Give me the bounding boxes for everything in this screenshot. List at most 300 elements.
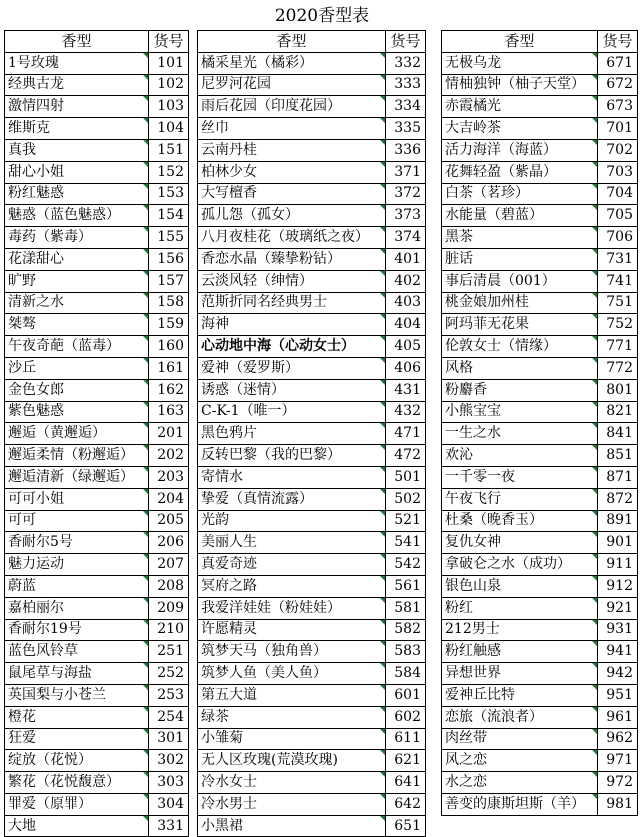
table-row — [442, 532, 638, 554]
fragrance-name: 爱神丘比特 — [445, 686, 515, 703]
product-code-cell: 673 — [598, 96, 638, 118]
fragrance-name: 狂爱 — [8, 730, 36, 747]
cell-comment-marker-icon — [143, 402, 148, 407]
product-code-cell: 642 — [386, 793, 426, 815]
fragrance-name: 尼罗河花园 — [201, 76, 271, 93]
product-code-cell: 254 — [149, 706, 189, 728]
cell-comment-marker-icon — [143, 75, 148, 80]
cell-comment-marker-icon — [592, 75, 597, 80]
cell-comment-marker-icon — [143, 118, 148, 123]
table-row — [442, 793, 638, 815]
table-row — [5, 118, 189, 140]
table-row — [5, 510, 189, 532]
fragrance-name-cell — [198, 314, 386, 336]
fragrance-name-cell — [442, 772, 598, 794]
cell-comment-marker-icon — [143, 554, 148, 559]
fragrance-name-cell — [5, 336, 149, 358]
table-row — [5, 684, 189, 706]
cell-comment-marker-icon — [592, 249, 597, 254]
product-code-cell: 332 — [386, 52, 426, 74]
product-code-cell: 801 — [598, 379, 638, 401]
fragrance-name: 邂逅柔情（粉邂逅） — [8, 447, 134, 464]
fragrance-name-cell — [198, 597, 386, 619]
fragrance-name-cell — [442, 663, 598, 685]
fragrance-name-cell — [5, 205, 149, 227]
table-row — [5, 466, 189, 488]
header-code: 货号 — [386, 31, 426, 53]
product-code-cell: 471 — [386, 423, 426, 445]
table-row — [442, 619, 638, 641]
fragrance-table-2 — [197, 30, 426, 837]
table-row — [442, 161, 638, 183]
table-row — [442, 96, 638, 118]
header-code: 货号 — [149, 31, 189, 53]
product-code-cell: 204 — [149, 488, 189, 510]
table-row — [442, 510, 638, 532]
fragrance-name-cell — [442, 161, 598, 183]
fragrance-name: 真我 — [8, 141, 36, 158]
table-row — [5, 532, 189, 554]
table-row — [5, 815, 189, 837]
table-row — [5, 96, 189, 118]
table-row — [442, 379, 638, 401]
cell-comment-marker-icon — [592, 271, 597, 276]
cell-comment-marker-icon — [380, 750, 385, 755]
table-row — [5, 314, 189, 336]
fragrance-name-cell — [198, 139, 386, 161]
fragrance-name: 经典古龙 — [8, 76, 64, 93]
fragrance-name: 心动地中海（心动女士） — [201, 338, 355, 355]
fragrance-name-cell — [198, 379, 386, 401]
fragrance-name-cell — [442, 575, 598, 597]
cell-comment-marker-icon — [380, 380, 385, 385]
fragrance-name-cell — [442, 314, 598, 336]
product-code-cell: 205 — [149, 510, 189, 532]
product-code-cell: 251 — [149, 641, 189, 663]
product-code-cell: 942 — [598, 663, 638, 685]
fragrance-name: 寄情水 — [201, 468, 243, 485]
cell-comment-marker-icon — [143, 489, 148, 494]
fragrance-name: 香恋水晶（臻挚粉钻） — [201, 250, 341, 267]
header-name: 香型 — [198, 31, 386, 53]
fragrance-name: 我爱洋娃娃（粉娃娃） — [201, 599, 341, 616]
product-code-cell: 971 — [598, 750, 638, 772]
cell-comment-marker-icon — [380, 729, 385, 734]
cell-comment-marker-icon — [592, 729, 597, 734]
cell-comment-marker-icon — [592, 772, 597, 777]
product-code-cell: 333 — [386, 74, 426, 96]
fragrance-name-cell — [442, 379, 598, 401]
product-code-cell: 741 — [598, 270, 638, 292]
fragrance-name-cell — [442, 554, 598, 576]
product-code-cell: 891 — [598, 510, 638, 532]
table-row — [442, 706, 638, 728]
table-row — [198, 74, 426, 96]
fragrance-name-cell — [5, 401, 149, 423]
fragrance-name: 赤霞橘光 — [445, 98, 501, 115]
fragrance-name: 云淡风轻（绅情） — [201, 272, 313, 289]
cell-comment-marker-icon — [143, 794, 148, 799]
product-code-cell: 951 — [598, 684, 638, 706]
fragrance-name-cell — [5, 684, 149, 706]
product-code-cell: 102 — [149, 74, 189, 96]
product-code-cell: 911 — [598, 554, 638, 576]
fragrance-name-cell — [442, 139, 598, 161]
product-code-cell: 912 — [598, 575, 638, 597]
table-row — [442, 118, 638, 140]
fragrance-name-cell — [442, 445, 598, 467]
product-code-cell: 161 — [149, 357, 189, 379]
table-row — [5, 772, 189, 794]
table-row — [442, 554, 638, 576]
fragrance-name: 白茶（茗珍） — [445, 185, 529, 202]
fragrance-name-cell — [5, 488, 149, 510]
fragrance-name: 小黑裙 — [201, 817, 243, 834]
product-code-cell: 202 — [149, 445, 189, 467]
product-code-cell: 372 — [386, 183, 426, 205]
table-row — [5, 575, 189, 597]
fragrance-name-cell — [5, 466, 149, 488]
fragrance-name-cell — [5, 74, 149, 96]
table-row — [198, 575, 426, 597]
product-code-cell: 153 — [149, 183, 189, 205]
product-code-cell: 581 — [386, 597, 426, 619]
table-row — [442, 270, 638, 292]
cell-comment-marker-icon — [592, 358, 597, 363]
table-row — [198, 401, 426, 423]
table-row — [198, 750, 426, 772]
table-row — [198, 336, 426, 358]
table-row — [5, 445, 189, 467]
table-row — [198, 445, 426, 467]
fragrance-name: 1号玫瑰 — [8, 54, 59, 71]
cell-comment-marker-icon — [592, 532, 597, 537]
product-code-cell: 371 — [386, 161, 426, 183]
fragrance-name-cell — [5, 575, 149, 597]
fragrance-name-cell — [442, 118, 598, 140]
fragrance-name-cell — [5, 706, 149, 728]
table-row — [5, 641, 189, 663]
fragrance-name: 光韵 — [201, 512, 229, 529]
fragrance-name: 恋旅（流浪者） — [445, 708, 543, 725]
fragrance-name: 激情四射 — [8, 98, 64, 115]
fragrance-name: 粉红魅惑 — [8, 185, 64, 202]
fragrance-name: 拿破仑之水（成功） — [445, 556, 571, 573]
table-row — [198, 292, 426, 314]
fragrance-name-cell — [5, 510, 149, 532]
header-code: 货号 — [598, 31, 638, 53]
cell-comment-marker-icon — [143, 707, 148, 712]
fragrance-name: 桀骜 — [8, 316, 36, 333]
fragrance-name: 旷野 — [8, 272, 36, 289]
fragrance-name-cell — [198, 292, 386, 314]
cell-comment-marker-icon — [143, 641, 148, 646]
table-row — [198, 684, 426, 706]
fragrance-name-cell — [5, 357, 149, 379]
table-row — [198, 379, 426, 401]
fragrance-name-cell — [198, 706, 386, 728]
cell-comment-marker-icon — [380, 663, 385, 668]
fragrance-name-cell — [5, 292, 149, 314]
cell-comment-marker-icon — [592, 423, 597, 428]
fragrance-name-cell — [442, 488, 598, 510]
fragrance-name: 云南丹桂 — [201, 141, 257, 158]
product-code-cell: 871 — [598, 466, 638, 488]
cell-comment-marker-icon — [143, 162, 148, 167]
fragrance-name-cell — [198, 227, 386, 249]
fragrance-name: 魅惑（蓝色魅惑） — [8, 207, 120, 224]
fragrance-name-cell — [442, 532, 598, 554]
cell-comment-marker-icon — [143, 249, 148, 254]
product-code-cell: 751 — [598, 292, 638, 314]
cell-comment-marker-icon — [380, 445, 385, 450]
fragrance-name: 欢沁 — [445, 447, 473, 464]
fragrance-name: 邂逅（黄邂逅） — [8, 425, 106, 442]
fragrance-name: 第五大道 — [201, 686, 257, 703]
fragrance-name: 小熊宝宝 — [445, 403, 501, 420]
product-code-cell: 207 — [149, 554, 189, 576]
table-row — [5, 74, 189, 96]
fragrance-name-cell — [198, 74, 386, 96]
product-code-cell: 962 — [598, 728, 638, 750]
fragrance-name-cell — [198, 750, 386, 772]
table-row — [198, 510, 426, 532]
fragrance-name: 212男士 — [445, 621, 500, 638]
cell-comment-marker-icon — [592, 445, 597, 450]
product-code-cell: 334 — [386, 96, 426, 118]
cell-comment-marker-icon — [143, 598, 148, 603]
cell-comment-marker-icon — [592, 598, 597, 603]
fragrance-name: 诱惑（迷情） — [201, 381, 285, 398]
cell-comment-marker-icon — [592, 53, 597, 58]
cell-comment-marker-icon — [592, 467, 597, 472]
fragrance-name: 阿玛菲无花果 — [445, 316, 529, 333]
product-code-cell: 252 — [149, 663, 189, 685]
product-code-cell: 404 — [386, 314, 426, 336]
fragrance-name: 范斯折同名经典男士 — [201, 294, 327, 311]
cell-comment-marker-icon — [592, 489, 597, 494]
fragrance-name: 真爱奇迹 — [201, 556, 257, 573]
fragrance-name: 大写檀香 — [201, 185, 257, 202]
cell-comment-marker-icon — [380, 162, 385, 167]
fragrance-name-cell — [198, 815, 386, 837]
fragrance-name: 清新之水 — [8, 294, 64, 311]
product-code-cell: 651 — [386, 815, 426, 837]
table-row — [5, 597, 189, 619]
cell-comment-marker-icon — [592, 336, 597, 341]
table-row — [5, 793, 189, 815]
table-row — [442, 663, 638, 685]
table-row — [5, 728, 189, 750]
product-code-cell: 872 — [598, 488, 638, 510]
product-code-cell: 841 — [598, 423, 638, 445]
cell-comment-marker-icon — [143, 358, 148, 363]
table-row — [198, 161, 426, 183]
product-code-cell: 374 — [386, 227, 426, 249]
cell-comment-marker-icon — [380, 554, 385, 559]
fragrance-name: 反转巴黎（我的巴黎） — [201, 447, 341, 464]
table-row — [198, 793, 426, 815]
fragrance-name: 大地 — [8, 817, 36, 834]
fragrance-name-cell — [5, 96, 149, 118]
table-row — [442, 684, 638, 706]
cell-comment-marker-icon — [380, 511, 385, 516]
fragrance-name-cell — [5, 793, 149, 815]
fragrance-name: 嘉柏丽尔 — [8, 599, 64, 616]
cell-comment-marker-icon — [143, 729, 148, 734]
fragrance-name: 复仇女神 — [445, 534, 501, 551]
cell-comment-marker-icon — [592, 663, 597, 668]
cell-comment-marker-icon — [380, 205, 385, 210]
fragrance-name-cell — [198, 96, 386, 118]
table-row — [198, 488, 426, 510]
table-row — [442, 728, 638, 750]
fragrance-name: 水之恋 — [445, 773, 487, 790]
cell-comment-marker-icon — [380, 293, 385, 298]
product-code-cell: 206 — [149, 532, 189, 554]
fragrance-table-3 — [441, 30, 638, 816]
fragrance-name-cell — [442, 357, 598, 379]
fragrance-name: 银色山泉 — [445, 577, 501, 594]
fragrance-name: 蔚蓝 — [8, 577, 36, 594]
cell-comment-marker-icon — [143, 445, 148, 450]
table-row — [442, 205, 638, 227]
fragrance-name-cell — [198, 466, 386, 488]
table-row — [198, 205, 426, 227]
table-row — [198, 619, 426, 641]
cell-comment-marker-icon — [592, 140, 597, 145]
product-code-cell: 403 — [386, 292, 426, 314]
fragrance-name-cell — [5, 183, 149, 205]
cell-comment-marker-icon — [592, 554, 597, 559]
fragrance-name-cell — [198, 357, 386, 379]
fragrance-name: 无人区玫瑰(荒漠玫瑰) — [201, 752, 338, 769]
header-name: 香型 — [5, 31, 149, 53]
product-code-cell: 981 — [598, 793, 638, 815]
fragrance-name-cell — [442, 227, 598, 249]
fragrance-name-cell — [5, 379, 149, 401]
fragrance-name-cell — [442, 750, 598, 772]
table-row — [5, 619, 189, 641]
fragrance-name-cell — [442, 292, 598, 314]
fragrance-name-cell — [198, 205, 386, 227]
fragrance-name-cell — [442, 270, 598, 292]
fragrance-name: 香耐尔5号 — [8, 534, 73, 551]
cell-comment-marker-icon — [380, 685, 385, 690]
fragrance-name-cell — [198, 793, 386, 815]
product-code-cell: 704 — [598, 183, 638, 205]
table-row — [442, 357, 638, 379]
fragrance-name: C-K-1（唯一） — [201, 403, 296, 420]
product-code-cell: 431 — [386, 379, 426, 401]
fragrance-name-cell — [198, 183, 386, 205]
product-code-cell: 158 — [149, 292, 189, 314]
fragrance-name: 风之恋 — [445, 752, 487, 769]
fragrance-name: 雨后花园（印度花园） — [201, 98, 341, 115]
product-code-cell: 542 — [386, 554, 426, 576]
cell-comment-marker-icon — [143, 467, 148, 472]
cell-comment-marker-icon — [592, 205, 597, 210]
cell-comment-marker-icon — [143, 620, 148, 625]
fragrance-name-cell — [442, 52, 598, 74]
fragrance-name: 甜心小姐 — [8, 163, 64, 180]
fragrance-name: 海神 — [201, 316, 229, 333]
fragrance-name-cell — [442, 248, 598, 270]
table-row — [5, 205, 189, 227]
table-row — [442, 641, 638, 663]
table-row — [198, 52, 426, 74]
fragrance-name-cell — [442, 684, 598, 706]
fragrance-name-cell — [5, 227, 149, 249]
fragrance-name-cell — [198, 663, 386, 685]
fragrance-name: 美丽人生 — [201, 534, 257, 551]
table-row — [442, 183, 638, 205]
fragrance-name: 可可 — [8, 512, 36, 529]
fragrance-name-cell — [442, 74, 598, 96]
cell-comment-marker-icon — [143, 53, 148, 58]
table-row — [5, 161, 189, 183]
fragrance-name-cell — [5, 423, 149, 445]
product-code-cell: 501 — [386, 466, 426, 488]
cell-comment-marker-icon — [380, 75, 385, 80]
fragrance-name: 善变的康斯坦斯（羊） — [445, 795, 585, 812]
fragrance-name-cell — [198, 248, 386, 270]
table-row — [5, 270, 189, 292]
product-code-cell: 541 — [386, 532, 426, 554]
fragrance-name: 杜桑（晚香玉） — [445, 512, 543, 529]
fragrance-name: 冥府之路 — [201, 577, 257, 594]
table-row — [198, 314, 426, 336]
cell-comment-marker-icon — [143, 96, 148, 101]
cell-comment-marker-icon — [592, 641, 597, 646]
fragrance-name: 橙花 — [8, 708, 36, 725]
cell-comment-marker-icon — [143, 685, 148, 690]
table-row — [442, 772, 638, 794]
product-code-cell: 304 — [149, 793, 189, 815]
fragrance-name: 鼠尾草与海盐 — [8, 665, 92, 681]
table-row — [442, 292, 638, 314]
cell-comment-marker-icon — [143, 663, 148, 668]
table-row — [442, 139, 638, 161]
cell-comment-marker-icon — [592, 314, 597, 319]
fragrance-name-cell — [5, 161, 149, 183]
cell-comment-marker-icon — [380, 598, 385, 603]
page-title: 2020香型表 — [274, 6, 370, 26]
fragrance-name: 柏林少女 — [201, 163, 257, 180]
cell-comment-marker-icon — [143, 227, 148, 232]
table-row — [442, 52, 638, 74]
fragrance-name-cell — [198, 684, 386, 706]
fragrance-name: 伦敦女士（情缘） — [445, 338, 557, 355]
product-code-cell: 752 — [598, 314, 638, 336]
table-row — [5, 663, 189, 685]
product-code-cell: 331 — [149, 815, 189, 837]
fragrance-name: 午夜飞行 — [445, 490, 501, 507]
table-row — [198, 706, 426, 728]
fragrance-name-cell — [442, 96, 598, 118]
product-code-cell: 705 — [598, 205, 638, 227]
fragrance-name-cell — [442, 619, 598, 641]
product-code-cell: 583 — [386, 641, 426, 663]
fragrance-name-cell — [5, 728, 149, 750]
fragrance-name: 沙丘 — [8, 359, 36, 376]
fragrance-name-cell — [442, 728, 598, 750]
cell-comment-marker-icon — [380, 467, 385, 472]
product-code-cell: 208 — [149, 575, 189, 597]
product-code-cell: 373 — [386, 205, 426, 227]
fragrance-name-cell — [198, 641, 386, 663]
table-row — [442, 445, 638, 467]
